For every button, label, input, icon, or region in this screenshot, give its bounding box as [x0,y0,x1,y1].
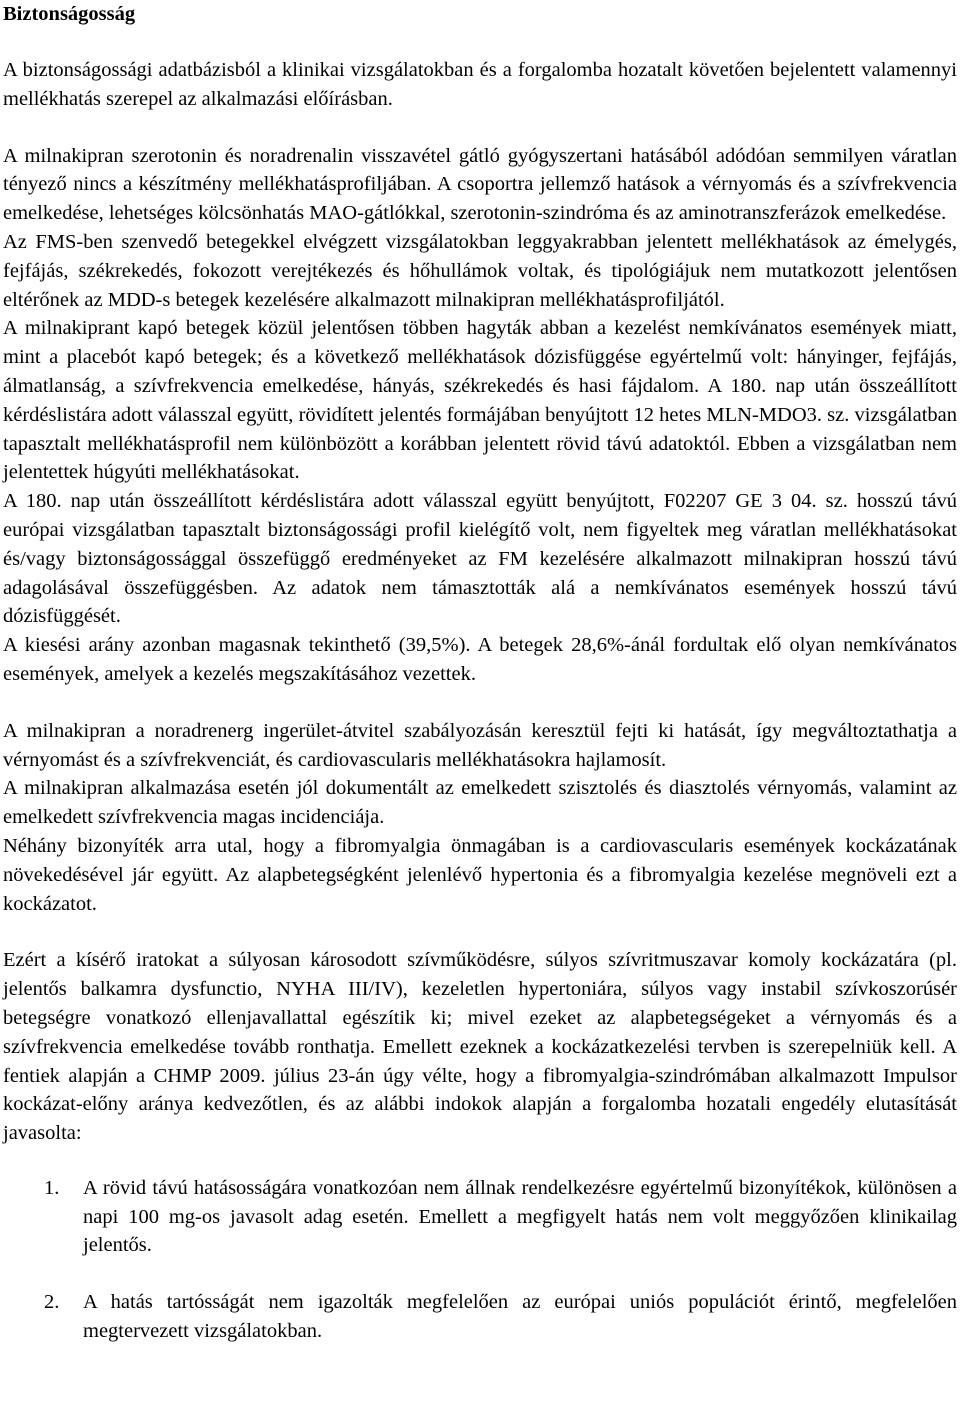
paragraph-chmp-conclusion: Ezért a kísérő iratokat a súlyosan károsodott szívműködésre, súlyos szívritmuszavar komoly kockázatára (pl. jelentős balkamra dysfunctio, NYHA III/IV), kezeletlen hypertoniára, súlyos vagy instabil szívkoszorúsér betegségre vonatkozó ellenjavallattal egészítik ki; mivel ezeket az alapbetegségeket a vérnyomás és a szívfrekvencia emelkedése tovább ronthatja. Emellett ezeknek a kockázatkezelési tervben is szerepelniük kell. A fentiek alapján a CHMP 2009. július 23-án úgy vélte, hogy a fibromyalgia-szindrómában alkalmazott Impulsor kockázat-előny aránya kedvezőtlen, és az alábbi indokok alapján a forgalomba hozatali engedély elutasítását javasolta: [3,949,957,1145]
list-item [3,1174,957,1260]
list-item-number: 2. [44,1291,60,1314]
spacer [3,28,957,56]
spacer [3,918,957,946]
list-item-text: A rövid távú hatásosságára vonatkozóan nem állnak rendelkezésre egyértelmű bizonyítékok, különösen a napi 100 mg-os javasolt adag esetén. Emellett a megfigyelt hatás nem volt meggyőzően klinikailag jelentős. [83,1176,957,1257]
spacer [3,114,957,142]
paragraph-fms-adverse-reactions: Az FMS-ben szenvedő betegekkel elvégzett vizsgálatokban leggyakrabban jelentett mellékhatások az émelygés, fejfájás, székrekedés, fokozott verejtékezés és hőhullámok voltak, és tipológiájuk nem mutatkozott jelentősen eltérőnek az MDD-s betegek kezelésére alkalmazott milnakipran mellékhatásprofiljától. [3,230,957,311]
paragraph-cardiovascular-mechanism: A milnakipran a noradrenerg ingerület-átvitel szabályozásán keresztül fejti ki hatását, így megváltoztathatja a vérnyomást és a szívfrekvenciát, és cardiovascularis mellékhatásokra hajlamosít. [3,719,957,771]
list-item-text: A hatás tartósságát nem igazolták megfelelően az európai uniós populációt érintő, megfelelően megtervezett vizsgálatokban. [83,1291,957,1343]
paragraph-adverse-reactions-intro: A biztonságossági adatbázisból a klinikai vizsgálatokban és a forgalomba hozatalt követően bejelentett valamennyi mellékhatás szerepel az alkalmazási előírásban. [3,59,957,110]
spacer [3,689,957,717]
spacer [3,1260,957,1288]
paragraph-discontinuation: A milnakiprant kapó betegek közül jelentősen többen hagyták abban a kezelést nemkívánatos események miatt, mint a placebót kapó betegek; és a következő mellékhatások dózisfüggése egyértelmű volt: hányinger, fejfájás, álmatlanság, a szívfrekvencia emelkedése, hányás, székrekedés és hasi fájdalom. A 180. nap után összeállított kérdéslistára adott válasszal együtt, rövidített jelentés formájában benyújtott 12 hetes MLN-MDO3. sz. vizsgálatban tapasztalt mellékhatásprofil nem különbözött a korábban jelentett rövid távú adatoktól. Ebben a vizsgálatban nem jelentettek húgyúti mellékhatásokat. [3,317,957,484]
list-item-number: 1. [44,1176,60,1199]
paragraph-class-effects: A milnakipran szerotonin és noradrenalin visszavétel gátló gyógyszertani hatásából adódóan semmilyen váratlan tényező nincs a készítmény mellékhatásprofiljában. A csoportra jellemző hatások a vérnyomás és a szívfrekvencia emelkedése, lehetséges kölcsönhatás MAO-gátlókkal, szerotonin-szindróma és az aminotranszferázok emelkedése. [3,144,957,225]
spacer [3,1148,957,1174]
paragraph-blood-pressure: A milnakipran alkalmazása esetén jól dokumentált az emelkedett szisztolés és diasztolés vérnyomás, valamint az emelkedett szívfrekvencia magas incidenciája. [3,777,957,829]
paragraph-long-term-study: A 180. nap után összeállított kérdéslistára adott válasszal együtt benyújtott, F02207 GE 3 04. sz. hosszú távú európai vizsgálatban tapasztalt biztonságossági profil kielégítő volt, nem figyeltek meg váratlan mellékhatásokat és/vagy biztonságossággal összefüggő eredményeket az FM kezelésére alkalmazott milnakipran hosszú távú adagolásával összefüggésben. Az adatok nem támasztották alá a nemkívánatos események hosszú távú dózisfüggését. [3,490,957,628]
paragraph-dropout-rate: A kiesési arány azonban magasnak tekinthető (39,5%). A betegek 28,6%-ánál fordultak elő olyan nemkívánatos események, amelyek a kezelés megszakításához vezettek. [3,634,957,685]
list-item [3,1288,957,1346]
section-heading: Biztonságosság [3,3,136,25]
paragraph-fibromyalgia-risk: Néhány bizonyíték arra utal, hogy a fibromyalgia önmagában is a cardiovascularis események kockázatának növekedésével jár együtt. Az alapbetegségként jelenlévő hypertonia és a fibromyalgia kezelése megnöveli ezt a kockázatot. [3,834,957,915]
refusal-grounds-list [3,1174,957,1346]
